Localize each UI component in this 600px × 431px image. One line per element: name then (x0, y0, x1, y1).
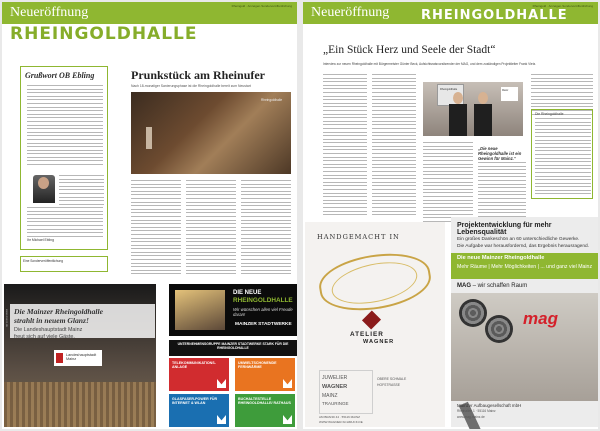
ad-mag-box-text: Mehr Räume | Mehr Möglichkeiten | ... und ganz viel Mainz (457, 264, 593, 270)
ad-mag-slogan-brand: MAG (457, 283, 471, 289)
greeting-text (27, 85, 103, 165)
masthead-bar (303, 2, 598, 24)
badge-line-3: MAINZ (322, 393, 338, 399)
greeting-text-2 (27, 207, 103, 237)
ad-tile-label: GLASFASER-POWER FÜR INTERNET & WLAN (172, 397, 218, 405)
article-column-1 (131, 180, 181, 274)
ad-address-3: AM BRAND 44 · 55116 MAINZ (319, 415, 360, 419)
left-page (2, 2, 297, 429)
masthead-subtitle: RHEINGOLDHALLE (421, 8, 568, 23)
ad-stadtwerke-header (169, 284, 297, 336)
film-reel-icon (459, 299, 487, 327)
ad-mag-slogan (457, 283, 527, 289)
atelier-logo-icon (362, 310, 381, 329)
masthead-bar (2, 2, 297, 24)
mayor-face (38, 177, 49, 189)
article-headline: „Ein Stück Herz und Seele der Stadt“ (323, 44, 496, 56)
mainz-crest-icon (56, 353, 63, 363)
ad-tile (169, 394, 229, 427)
ad-title-2: RHEINGOLDHALLE (233, 297, 293, 304)
person-head (453, 92, 463, 104)
ad-side-text: www.mainz.de (5, 309, 9, 328)
masthead-title: Neueröffnung (311, 5, 390, 20)
masthead-meta: Rheingold · Anzeigen-Sonderveröffentlichung (231, 4, 292, 8)
article-headline: Prunkstück am Rheinufer (131, 68, 266, 82)
badge-line-1: JUWELIER (322, 375, 348, 381)
ad-atelier-wagner (305, 222, 445, 427)
interview-column-1 (323, 74, 367, 215)
masthead-title: Neueröffnung (10, 5, 89, 20)
ad-stadtwerke (169, 284, 297, 427)
ad-mag-headline: Projektentwicklung für mehr Lebensqualität (457, 222, 552, 236)
mag-logo: mag (523, 309, 558, 328)
m-logo-icon (217, 415, 226, 424)
ad-mag-line-1: Ein großes Dankeschön an 60 unterschiedliche Gewerke. (457, 237, 580, 242)
ad-tile (235, 394, 295, 427)
ad-building-photo (175, 290, 225, 330)
ad-title-1: DIE NEUE (233, 290, 262, 296)
ad-tile (169, 358, 229, 391)
ad-mag-footer-1: Mainzer Aufbaugesellschaft mbH (457, 403, 522, 408)
greeting-box (20, 66, 108, 250)
ad-mag-green-box (451, 253, 598, 279)
ad-line-4: freut sich auf viele Gäste. (14, 334, 75, 340)
ad-address-1: OBERE SCHMALE (377, 377, 407, 381)
ad-text-panel (10, 304, 155, 338)
photo-caption: Rheingoldhalle (261, 98, 283, 102)
mainz-logo-text: Landeshauptstadt Mainz (66, 353, 97, 361)
info-box: Eine Sonderveröffentlichung (20, 256, 108, 272)
ad-atelier-heading: HANDGEMACHT IN (317, 233, 400, 241)
photo-figure (146, 127, 152, 149)
badge-line-2: WAGNER (322, 384, 348, 390)
m-logo-icon (283, 415, 292, 424)
film-reel-icon (485, 315, 513, 343)
person-body (474, 104, 492, 136)
ad-tagline: Wir wünschen allen viel Freude daran! (233, 307, 293, 317)
article-subline: Nach 18-monatiger Sanierungsphase ist die Rheingoldhalle bereit zum Neustart (131, 84, 251, 88)
article-subline: Interview zur neuen Rheingoldhalle mit Bürgermeister Günter Beck, Aufsichtsratsvorsitzender der MAG, und dem zuständigen Projektleiter Frank Vietz. (323, 62, 537, 66)
ad-mag-footer-2: Rheinallee 1 · 55116 Mainz (457, 409, 496, 413)
greeting-signature: Ihr Michael Ebling (27, 238, 54, 242)
masthead (303, 2, 598, 44)
article-column-2 (186, 180, 236, 274)
facts-box (531, 109, 593, 199)
ad-line-2: strahlt in neuem Glanz! (14, 316, 89, 325)
ad-strip-text: UNTERNEHMENSGRUPPE MAINZER STADTWERKE STARK FÜR DIE RHEINGOLDHALLE (177, 342, 289, 350)
masthead (2, 2, 297, 44)
m-logo-icon (283, 379, 292, 388)
ad-stadtwerke-title (229, 290, 295, 320)
photo-sign-text: Rheingoldhalle (440, 88, 458, 91)
m-logo-icon (217, 379, 226, 388)
photo-sign-2 (501, 87, 518, 101)
interview-column-2 (372, 74, 416, 215)
ad-line-1: Die Mainzer Rheingoldhalle (14, 307, 104, 316)
ad-tile (235, 358, 295, 391)
masthead-meta: Rheingold · Anzeigen-Sonderveröffentlichung (532, 4, 593, 8)
mainz-logo (54, 350, 102, 366)
ad-mag-footer-3: www.mag-mainz.de (457, 415, 485, 419)
greeting-caption (59, 175, 104, 205)
greeting-title: Grußwort OB Ebling (25, 71, 95, 80)
facts-box-title: Die Rheingoldhalle (535, 112, 564, 116)
ad-strip (169, 340, 297, 356)
ad-mag-box-title: Die neue Mainzer Rheingoldhalle (457, 255, 545, 261)
facts-box-text (535, 118, 591, 194)
ad-tile-label: BUCHALTESTELLE RHEINGOLDHALLE/ RATHAUS (238, 397, 291, 405)
ad-line-3: Die Landeshauptstadt Mainz (14, 327, 83, 333)
ad-mag-slogan-rest: – wir schaffen Raum (472, 283, 528, 289)
badge-line-4: TRAURINGE (322, 401, 349, 406)
ad-address-2: HOFSTRASSE (377, 383, 400, 387)
ad-address-4: WWW.WAGNER-SCHMUCK.DE (319, 420, 363, 424)
hall-floor-image (4, 382, 156, 427)
ad-mag-line-2: Die Aufgabe war herausfordernd, das Ergebnis herausragend. (457, 244, 589, 249)
masthead-subtitle: RHEINGOLDHALLE (10, 24, 198, 44)
ad-rheingoldhalle (4, 284, 156, 427)
photo-sign-text-2: Mainz (502, 89, 509, 92)
ad-tile-label: UMWELTSCHONENDE FERNWÄRME (238, 361, 277, 369)
right-page (303, 2, 598, 429)
hall-photo (131, 92, 291, 174)
juwelier-badge (319, 370, 373, 414)
person-body (449, 104, 467, 136)
ad-tile-label: TELEKOMMUNIKATIONS-ANLAGE (172, 361, 216, 369)
ad-brand: MAINZER STADTWERKE (235, 322, 292, 327)
interview-photo (423, 82, 523, 136)
pull-quote: „Die neue Rheingoldhalle ist ein Gewinn für Mainz.“ (478, 146, 522, 161)
person-head (478, 92, 488, 104)
article-column-3 (241, 180, 291, 274)
ad-atelier-name-2: WAGNER (363, 339, 395, 345)
interview-column-3 (423, 142, 473, 222)
ad-atelier-name-1: ATELIER (350, 331, 384, 338)
ad-mag (451, 217, 598, 427)
